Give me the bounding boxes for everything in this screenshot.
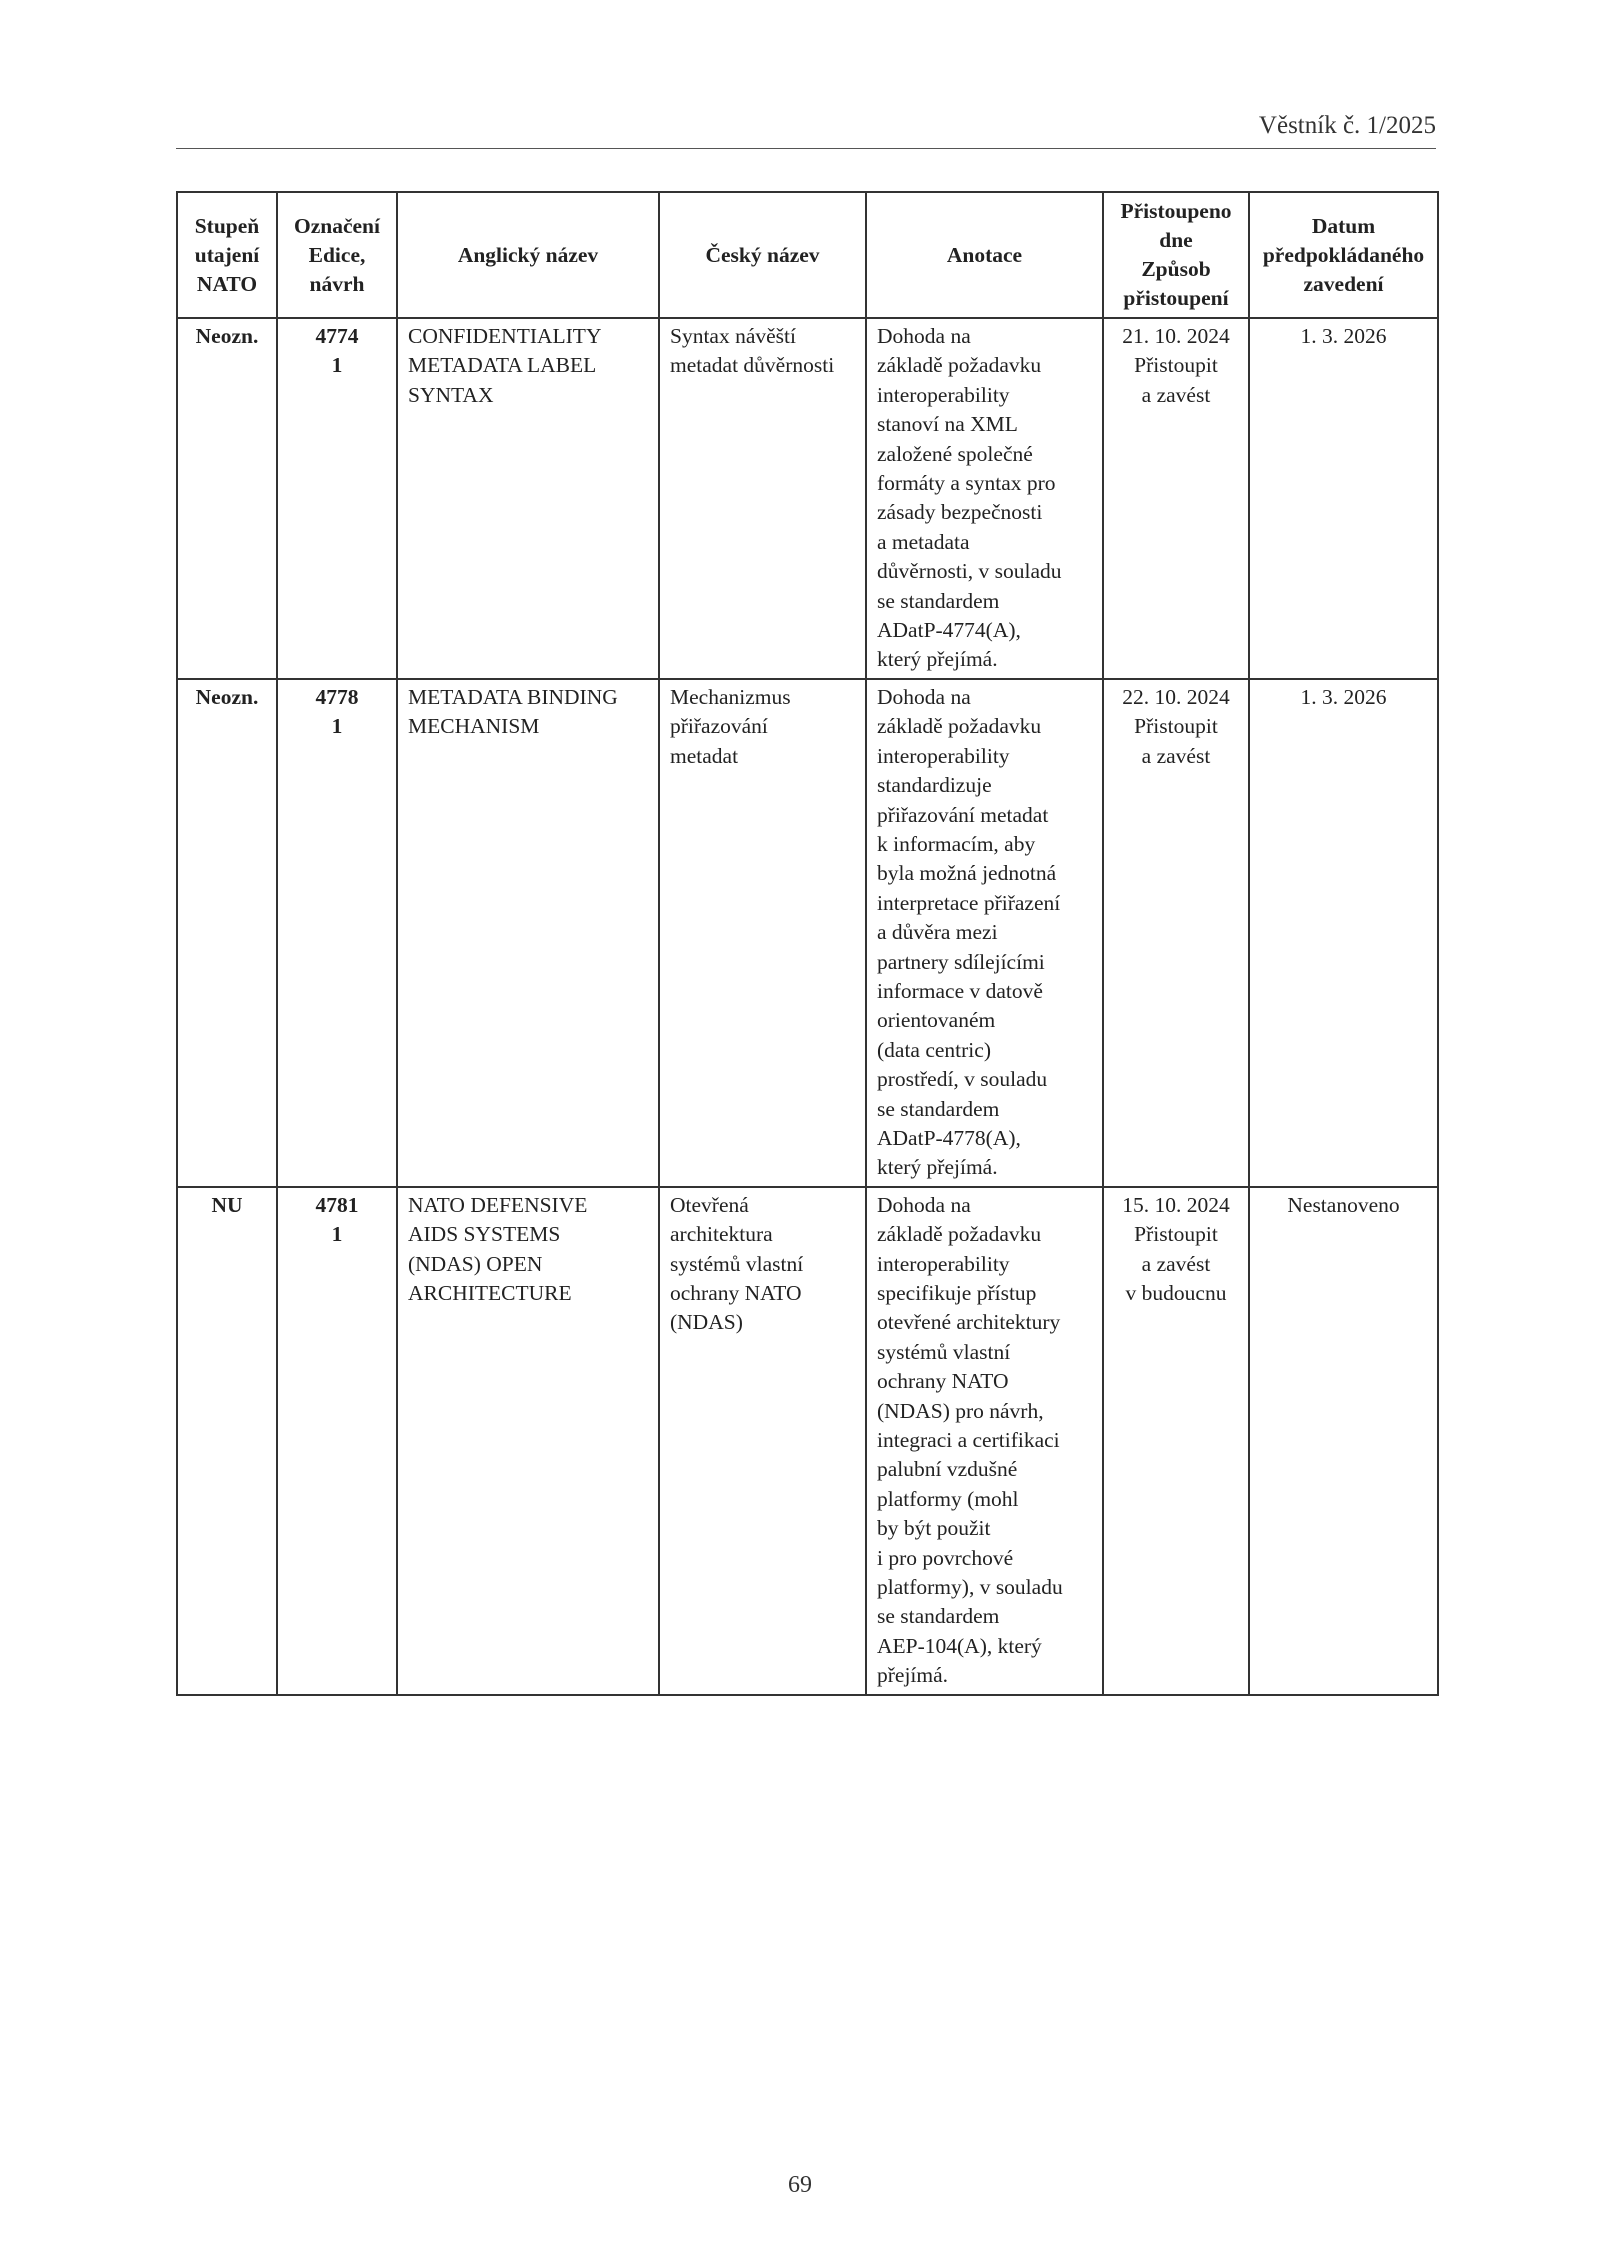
cell-classification: NU bbox=[177, 1187, 277, 1695]
standards-table bbox=[176, 191, 1439, 1696]
column-header-accession: Přistoupeno dne Způsob přistoupení bbox=[1103, 192, 1249, 318]
page-header bbox=[176, 112, 1436, 149]
cell-implementation-date: Nestanoveno bbox=[1249, 1187, 1438, 1695]
column-header-classification: Stupeň utajení NATO bbox=[177, 192, 277, 318]
cell-annotation: Dohoda na základě požadavku interoperability stanoví na XML založené společné formáty a syntax pro zásady bezpečnosti a metadata důvěrnosti, v souladu se standardem ADatP-4774(A), který přejímá. bbox=[866, 318, 1103, 679]
cell-czech-name: Syntax návěští metadat důvěrnosti bbox=[659, 318, 866, 679]
column-header-czech-name: Český název bbox=[659, 192, 866, 318]
table-row bbox=[177, 1187, 1438, 1695]
cell-implementation-date: 1. 3. 2026 bbox=[1249, 679, 1438, 1187]
cell-english-name: CONFIDENTIALITY METADATA LABEL SYNTAX bbox=[397, 318, 659, 679]
column-header-english-name: Anglický název bbox=[397, 192, 659, 318]
column-header-annotation: Anotace bbox=[866, 192, 1103, 318]
table-row bbox=[177, 318, 1438, 679]
cell-annotation: Dohoda na základě požadavku interoperability specifikuje přístup otevřené architektury systémů vlastní ochrany NATO (NDAS) pro návrh, integraci a certifikaci palubní vzdušné platformy (mohl by být použit i pro povrchové platformy), v souladu se standardem AEP-104(A), který přejímá. bbox=[866, 1187, 1103, 1695]
cell-accession: 21. 10. 2024 Přistoupit a zavést bbox=[1103, 318, 1249, 679]
table-row bbox=[177, 679, 1438, 1187]
cell-accession: 22. 10. 2024 Přistoupit a zavést bbox=[1103, 679, 1249, 1187]
column-header-implementation-date: Datum předpokládaného zavedení bbox=[1249, 192, 1438, 318]
cell-designation: 4774 1 bbox=[277, 318, 397, 679]
cell-czech-name: Mechanizmus přiřazování metadat bbox=[659, 679, 866, 1187]
bulletin-title: Věstník č. 1/2025 bbox=[1258, 112, 1436, 139]
cell-annotation: Dohoda na základě požadavku interoperability standardizuje přiřazování metadat k informacím, aby byla možná jednotná interpretace přiřazení a důvěra mezi partnery sdílejícími informace v datově orientovaném (data centric) prostředí, v souladu se standardem ADatP-4778(A), který přejímá. bbox=[866, 679, 1103, 1187]
cell-english-name: METADATA BINDING MECHANISM bbox=[397, 679, 659, 1187]
cell-english-name: NATO DEFENSIVE AIDS SYSTEMS (NDAS) OPEN ARCHITECTURE bbox=[397, 1187, 659, 1695]
cell-designation: 4778 1 bbox=[277, 679, 397, 1187]
page-number: 69 bbox=[788, 2172, 812, 2198]
cell-implementation-date: 1. 3. 2026 bbox=[1249, 318, 1438, 679]
table-header-row bbox=[177, 192, 1438, 318]
cell-classification: Neozn. bbox=[177, 318, 277, 679]
cell-czech-name: Otevřená architektura systémů vlastní ochrany NATO (NDAS) bbox=[659, 1187, 866, 1695]
cell-designation: 4781 1 bbox=[277, 1187, 397, 1695]
column-header-designation: Označení Edice, návrh bbox=[277, 192, 397, 318]
cell-accession: 15. 10. 2024 Přistoupit a zavést v budoucnu bbox=[1103, 1187, 1249, 1695]
cell-classification: Neozn. bbox=[177, 679, 277, 1187]
